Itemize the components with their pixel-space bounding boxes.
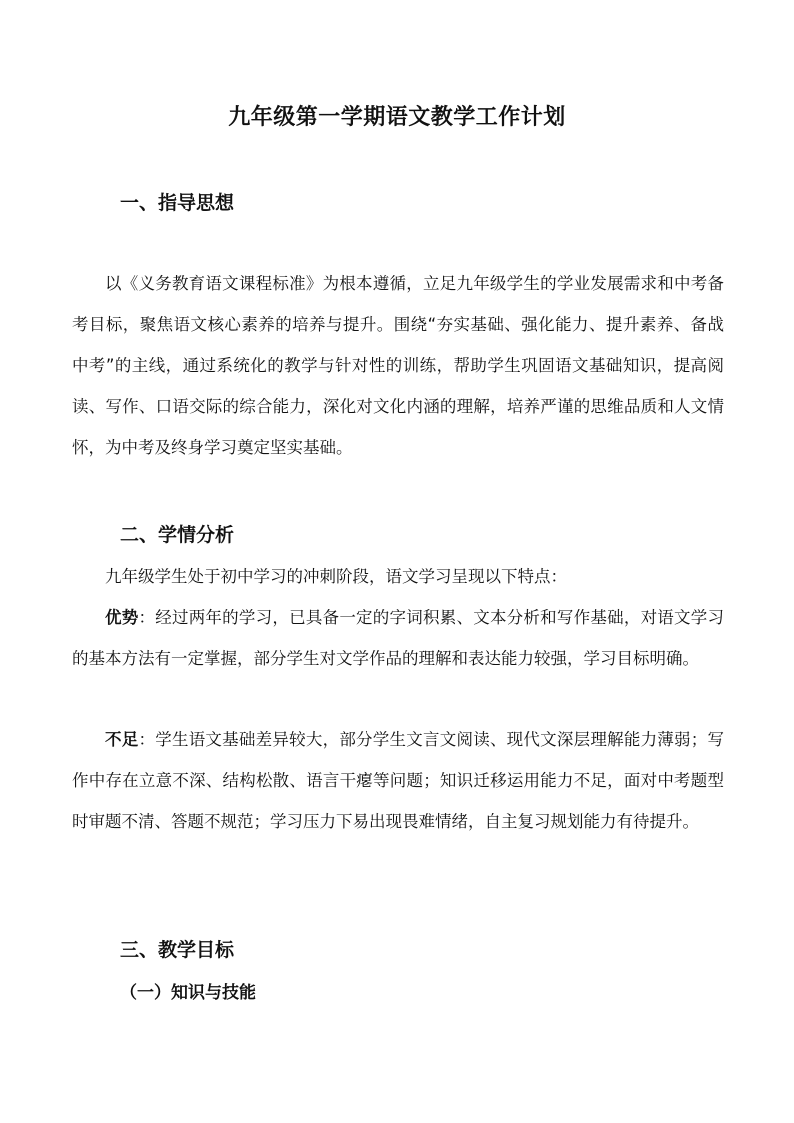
section-heading-guiding-ideology: 一、指导思想 bbox=[120, 192, 235, 214]
paragraph-strengths bbox=[72, 597, 724, 679]
section-heading-teaching-goals: 三、教学目标 bbox=[120, 939, 235, 961]
section-heading-student-analysis: 二、学情分析 bbox=[120, 524, 235, 546]
document-title: 九年级第一学期语文教学工作计划 bbox=[228, 105, 566, 130]
paragraph-guiding-ideology: 以《义务教育语文课程标准》为根本遵循，立足九年级学生的学业发展需求和中考备考目标，聚焦语文核心素养的培养与提升。围绕“夯实基础、强化能力、提升素养、备战中考”的主线，通过系统化的教学与针对性的训练，帮助学生巩固语文基础知识，提高阅读、写作、口语交际的综合能力，深化对文化内涵的理解，培养严谨的思维品质和人文情怀，为中考及终身学习奠定坚实基础。 bbox=[72, 274, 724, 457]
paragraph-student-intro: 九年级学生处于初中学习的冲刺阶段，语文学习呈现以下特点： bbox=[105, 567, 567, 586]
weaknesses-text: ：学生语文基础差异较大，部分学生文言文阅读、现代文深层理解能力薄弱；写作中存在立意不深、结构松散、语言干瘪等问题；知识迁移运用能力不足，面对中考题型时审题不清、答题不规范；学习压力下易出现畏难情绪，自主复习规划能力有待提升。 bbox=[72, 730, 725, 831]
paragraph-weaknesses bbox=[72, 719, 724, 842]
subheading-knowledge-skills: （一）知识与技能 bbox=[120, 983, 256, 1003]
weaknesses-label: 不足 bbox=[105, 730, 139, 749]
strengths-text: ：经过两年的学习，已具备一定的字词积累、文本分析和写作基础，对语文学习的基本方法有一定掌握，部分学生对文学作品的理解和表达能力较强，学习目标明确。 bbox=[72, 608, 725, 668]
strengths-label: 优势 bbox=[105, 608, 139, 627]
